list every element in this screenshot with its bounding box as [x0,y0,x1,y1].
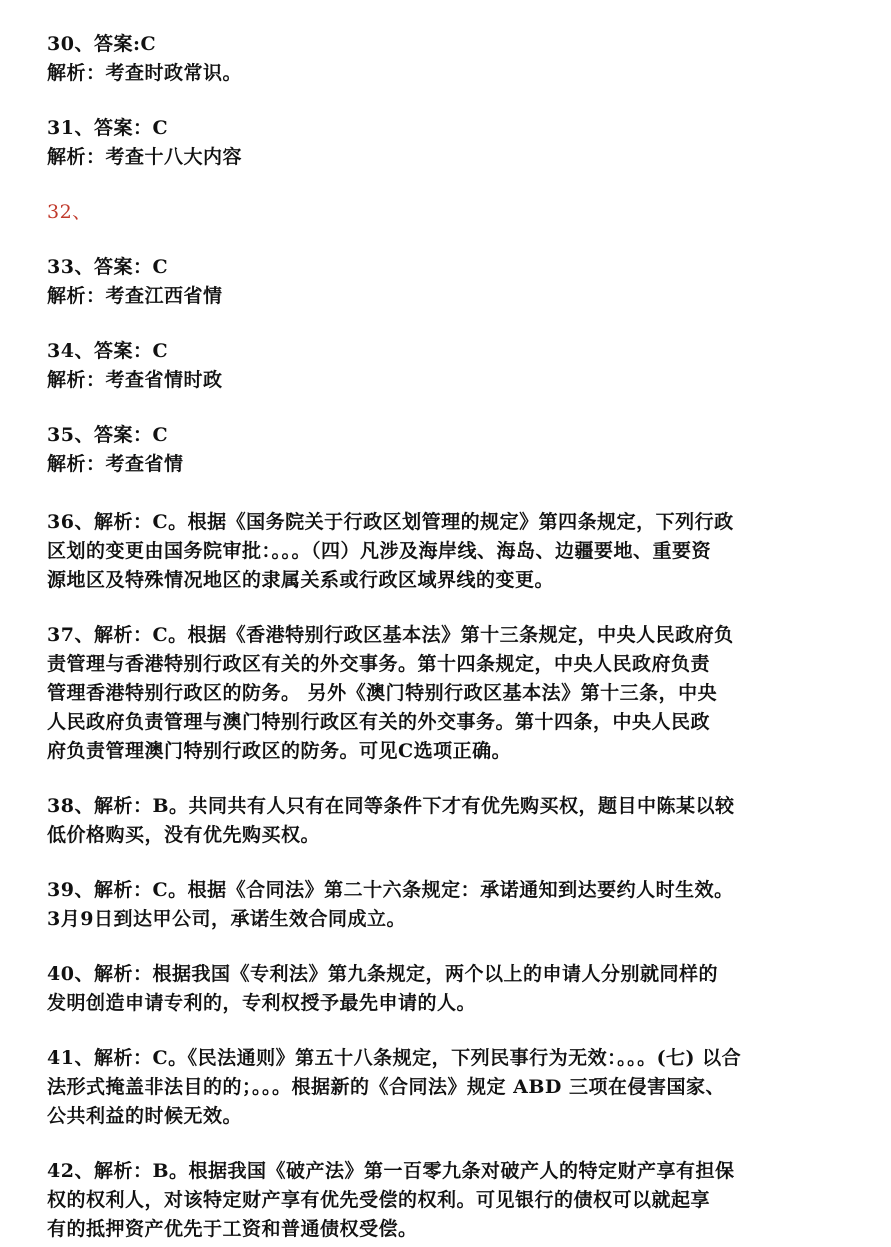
answer-39-line-2: 3月9日到达甲公司，承诺生效合同成立。 [47,908,406,930]
answer-42-line-2: 权的权利人，对该特定财产享有优先受偿的权利。可见银行的债权可以就起享 [47,1189,711,1211]
answer-41-line-3: 公共利益的时候无效。 [47,1105,243,1127]
answer-39-line-1: 39、解析：C。根据《合同法》第二十六条规定：承诺通知到达要约人时生效。 [47,879,734,901]
answer-38-line-2: 低价格购买，没有优先购买权。 [47,824,321,846]
answer-42-line-3: 有的抵押资产优先于工资和普通债权受偿。 [47,1218,418,1240]
answer-40-line-1: 40、解析：根据我国《专利法》第九条规定，两个以上的申请人分别就同样的 [47,963,718,985]
answer-41-line-1: 41、解析：C。《民法通则》第五十八条规定，下列民事行为无效：。。。(七) 以合 [47,1047,742,1069]
answer-37-line-4: 人民政府负责管理与澳门特别行政区有关的外交事务。第十四条，中央人民政 [47,711,711,733]
answer-36-line-1: 36、解析：C。根据《国务院关于行政区划管理的规定》第四条规定，下列行政 [47,511,734,533]
answer-42-line-1: 42、解析：B。根据我国《破产法》第一百零九条对破产人的特定财产享有担保 [47,1160,735,1182]
answer-31-explanation: 解析：考查十八大内容 [47,146,243,168]
answer-31-header: 31、答案：C [47,117,169,139]
answer-41-line-2: 法形式掩盖非法目的的；。。。根据新的《合同法》规定 ABD 三项在侵害国家、 [47,1076,726,1098]
answer-30-explanation: 解析：考查时政常识。 [47,62,243,84]
answer-37-line-3: 管理香港特别行政区的防务。 另外《澳门特别行政区基本法》第十三条，中央 [47,682,718,704]
answer-36-line-2: 区划的变更由国务院审批：。。。（四）凡涉及海岸线、海岛、边疆要地、重要资 [47,540,712,562]
answer-38-line-1: 38、解析：B。共同共有人只有在同等条件下才有优先购买权，题目中陈某以较 [47,795,735,817]
answer-40-line-2: 发明创造申请专利的，专利权授予最先申请的人。 [47,992,477,1014]
answer-35-explanation: 解析：考查省情 [47,453,184,475]
answer-37-line-1: 37、解析：C。根据《香港特别行政区基本法》第十三条规定，中央人民政府负 [47,624,734,646]
answer-37-line-5: 府负责管理澳门特别行政区的防务。可见C选项正确。 [47,740,512,762]
answer-34-explanation: 解析：考查省情时政 [47,369,223,391]
answer-33-explanation: 解析：考查江西省情 [47,285,223,307]
answer-32-header: 32、 [47,201,92,223]
answer-34-header: 34、答案：C [47,340,169,362]
answer-36-line-3: 源地区及特殊情况地区的隶属关系或行政区域界线的变更。 [47,569,555,591]
answer-35-header: 35、答案：C [47,424,169,446]
answer-33-header: 33、答案：C [47,256,169,278]
answer-30-header: 30、答案:C [47,33,157,55]
answer-37-line-2: 责管理与香港特别行政区有关的外交事务。第十四条规定，中央人民政府负责 [47,653,711,675]
